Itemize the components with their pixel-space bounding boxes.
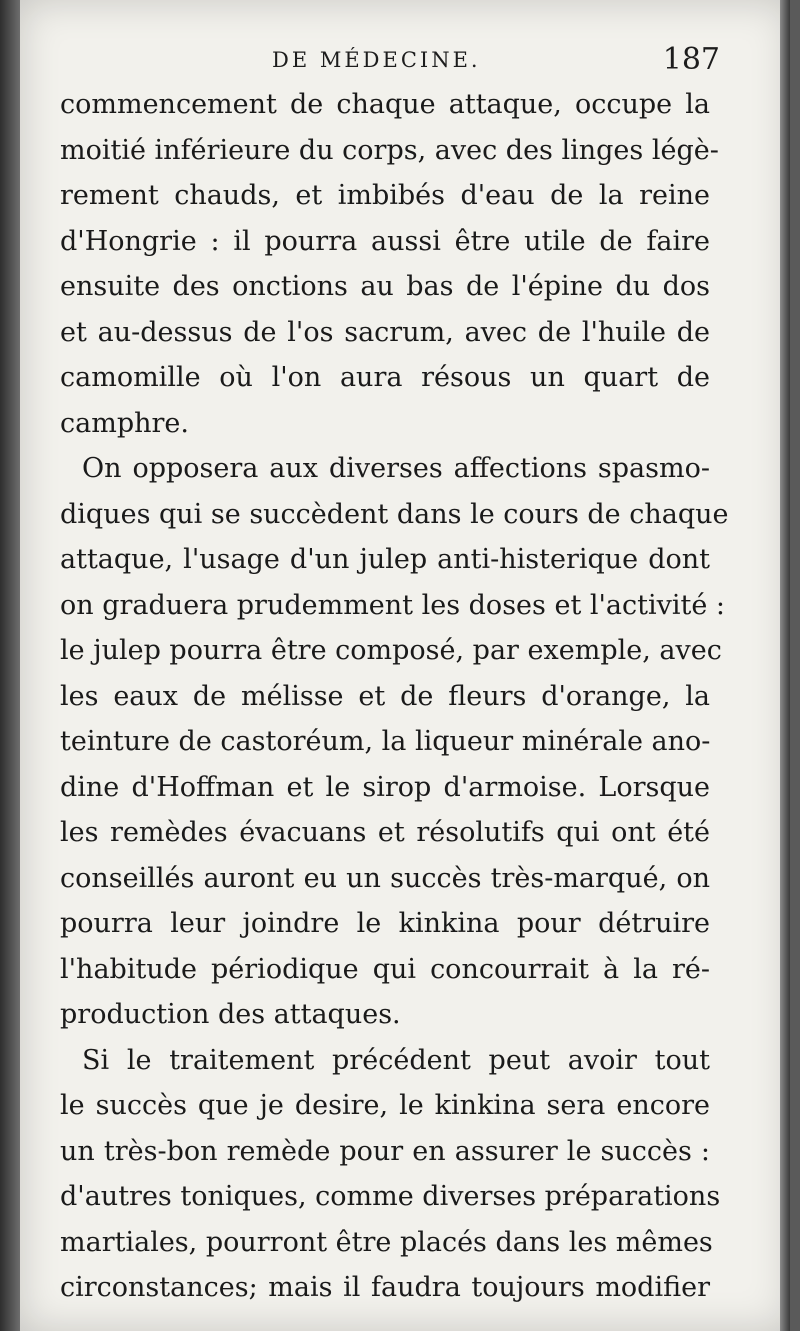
text-line: On opposera aux diverses affections spasmo-: [82, 453, 710, 484]
text-line: camphre.: [60, 407, 189, 439]
page-number: 187: [662, 42, 720, 77]
text-line: d'Hongrie : il pourra aussi être utile de faire: [60, 225, 710, 257]
text-line: d'autres toniques, comme diverses préparations: [60, 1181, 721, 1212]
text-line: commencement de chaque attaque, occupe la: [60, 89, 710, 120]
text-line: circonstances; mais il faudra toujours modifier: [60, 1272, 710, 1303]
text-line: les remèdes évacuans et résolutifs qui ont été: [60, 817, 710, 848]
text-line: rement chauds, et imbibés d'eau de la reine: [60, 180, 710, 211]
page-edge-shadow: [780, 0, 790, 1331]
text-line: dine d'Hoffman et le sirop d'armoise. Lorsque: [60, 771, 710, 803]
text-line: ensuite des onctions au bas de l'épine du dos: [60, 271, 710, 302]
body-text: [60, 82, 729, 1311]
running-head: DE MÉDECINE.: [272, 48, 481, 72]
text-line: on graduera prudemment les doses et l'activité :: [60, 589, 726, 621]
text-line: et au-dessus de l'os sacrum, avec de l'huile de: [60, 316, 710, 348]
page-header: [60, 42, 720, 82]
text-line: pourra leur joindre le kinkina pour détruire: [60, 908, 710, 939]
book-spine-shadow: [0, 0, 20, 1331]
text-line: diques qui se succèdent dans le cours de chaque: [60, 498, 729, 530]
text-line: l'habitude périodique qui concourrait à la ré-: [60, 953, 710, 985]
text-line: un très-bon remède pour en assurer le succès :: [60, 1135, 710, 1167]
text-line: le succès que je desire, le kinkina sera encore: [60, 1090, 710, 1121]
text-line: moitié inférieure du corps, avec des linges légè-: [60, 134, 719, 166]
text-line: Si le traitement précédent peut avoir tout: [82, 1044, 710, 1076]
text-line: martiales, pourront être placés dans les mêmes: [60, 1226, 713, 1258]
text-line: teinture de castoréum, la liqueur minérale ano-: [60, 726, 711, 757]
text-line: camomille où l'on aura résous un quart de: [60, 362, 710, 393]
text-line: conseillés auront eu un succès très-marqué, on: [60, 862, 710, 894]
text-line: production des attaques.: [60, 999, 401, 1030]
text-line: attaque, l'usage d'un julep anti-histerique dont: [60, 544, 710, 575]
text-line: les eaux de mélisse et de fleurs d'orange, la: [60, 680, 710, 712]
book-page: [20, 0, 790, 1331]
text-line: le julep pourra être composé, par exemple, avec: [60, 635, 722, 666]
